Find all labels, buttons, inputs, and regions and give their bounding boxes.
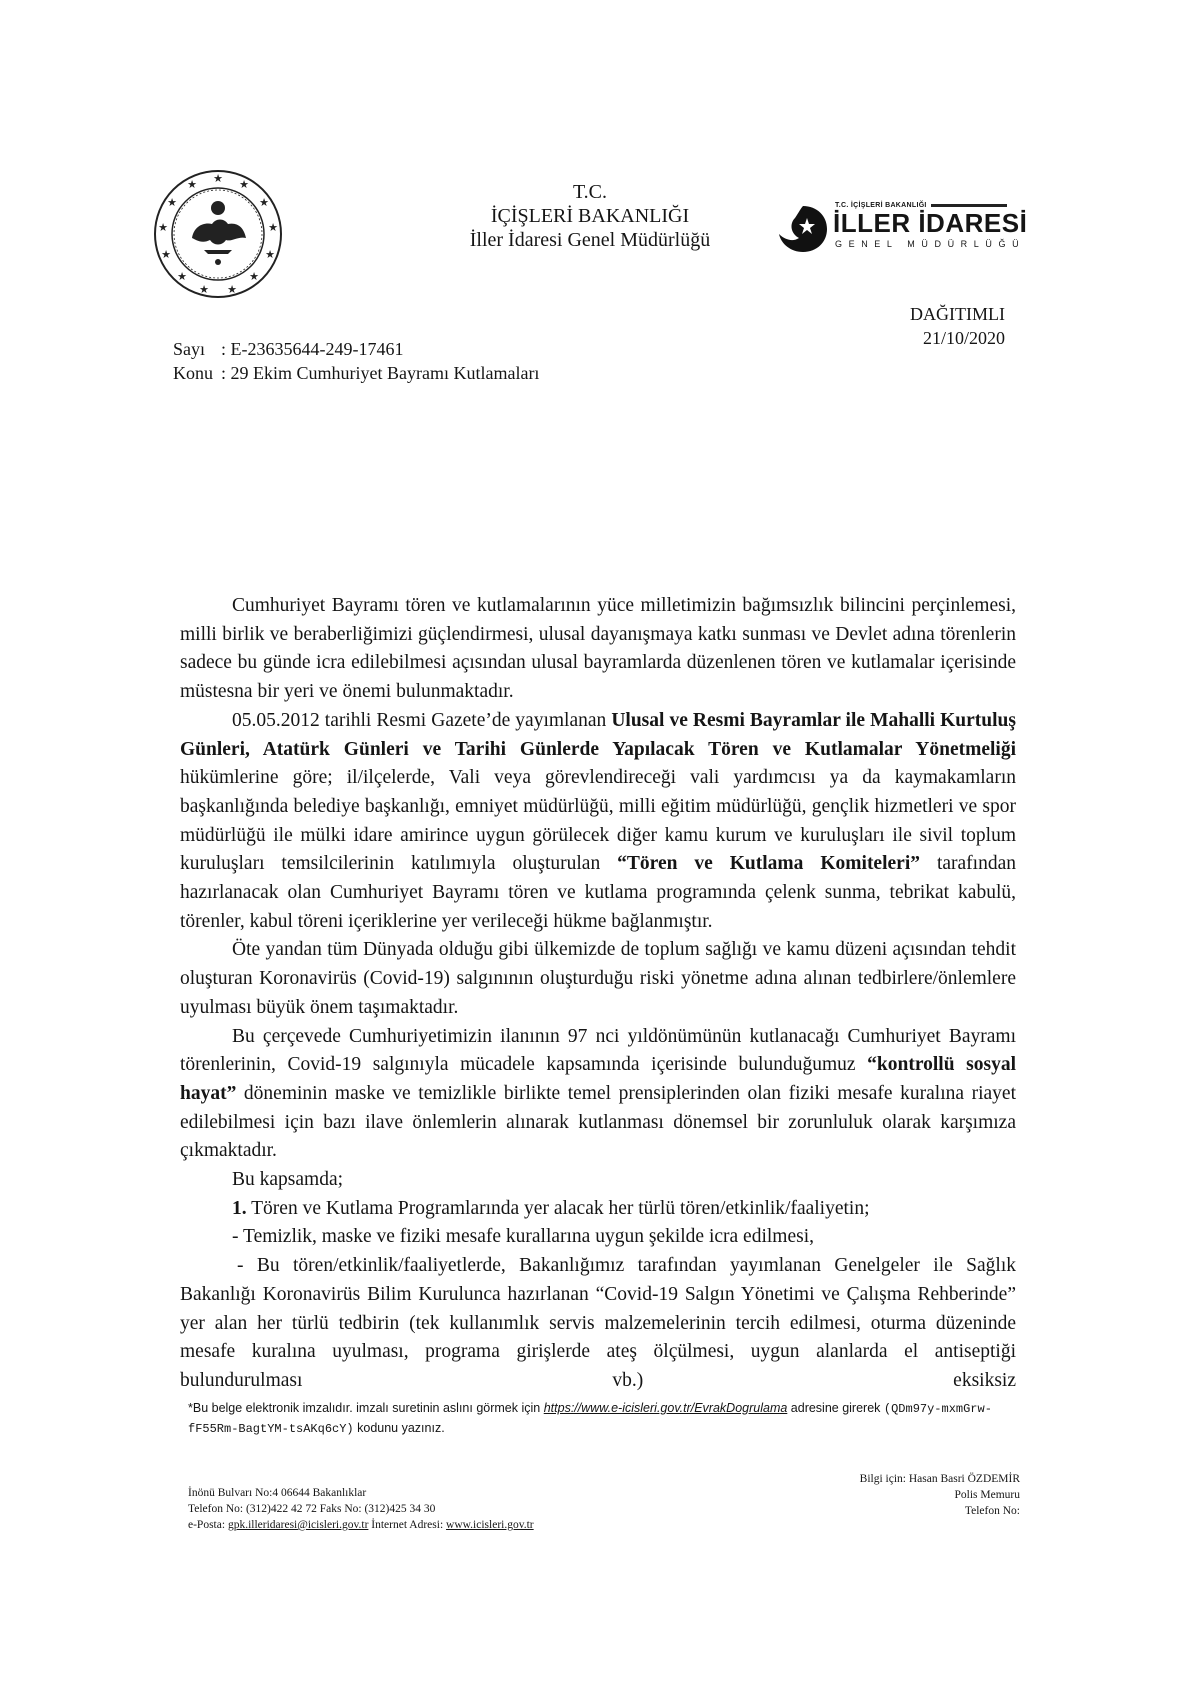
footer-phone: Telefon No: (312)422 42 72 Faks No: (312)425 34 30 <box>188 1503 436 1515</box>
verification-link[interactable]: https://www.e-icisleri.gov.tr/EvrakDogrulama <box>543 1401 788 1415</box>
body-paragraph-1: Cumhuriyet Bayramı tören ve kutlamalarının yüce milletimizin bağımsızlık bilincini perçinlemesi, milli birlik ve beraberliğimizi güçlendirmesi, ulusal dayanışmaya katkı sunması ve Devlet adına törenlerin sadece bu günde icra edilebilmesi açısından ulusal bayramlarda düzenlenen tören ve kutlamalar içerisinde müstesna bir yeri ve önemi bulunmaktadır. <box>180 595 1016 703</box>
footer-email[interactable]: gpk.illeridaresi@icisleri.gov.tr <box>227 1519 369 1531</box>
body-paragraph-5: Bu kapsamda; <box>232 1169 344 1191</box>
directorate-name: İller İdaresi Genel Müdürlüğü <box>469 229 711 251</box>
list-item-1: 1. Tören ve Kutlama Programlarında yer alacak her türlü tören/etkinlik/faaliyetin; <box>232 1197 870 1219</box>
body-paragraph-4: Bu çerçevede Cumhuriyetimizin ilanının 97 nci yıldönümünün kutlanacağı Cumhuriyet Bayramı törenlerinin, Covid-19 salgınıyla mücadele kapsamında içerisinde bulunduğumuz “kontrollü sosyal hayat” döneminin maske ve temizlikle birlikte temel prensiplerinden olan fiziki mesafe kuralına riayet edilebilmesi için bazı ilave önlemlerin alınarak kutlanması dönemsel bir zorunluluk olarak karşımıza çıkmaktadır. <box>180 1025 1016 1162</box>
sayi-label: Sayı <box>173 339 206 359</box>
distribution-label: DAĞITIMLI <box>910 304 1005 324</box>
konu-value: : 29 Ekim Cumhuriyet Bayramı Kutlamaları <box>221 363 540 383</box>
info-contact-phone: Telefon No: <box>964 1505 1020 1517</box>
sayi-line <box>173 337 539 361</box>
footer-email-line: e-Posta: gpk.illeridaresi@icisleri.gov.tr İnternet Adresi: www.icisleri.gov.tr <box>188 1519 534 1531</box>
committee-name: “Tören ve Kutlama Komiteleri” <box>617 853 920 875</box>
svg-text:★: ★ <box>158 221 168 234</box>
footer-contact <box>188 1485 534 1533</box>
sayi-value: : E-23635644-249-17461 <box>221 339 404 359</box>
controlled-social-life: “kontrollü sosyal hayat” <box>180 1054 1016 1104</box>
brand-name: İLLER İDARESİ <box>833 208 1028 238</box>
brand-subtitle: GENEL MÜDÜRLÜĞÜ <box>835 239 1026 249</box>
svg-text:★: ★ <box>161 248 171 261</box>
svg-text:★: ★ <box>199 283 209 296</box>
svg-text:★: ★ <box>265 248 275 261</box>
regulation-title: Ulusal ve Resmi Bayramlar ile Mahalli Kurtuluş Günleri, Atatürk Günleri ve Tarihi Günlerde Yapılacak Tören ve Kutlamalar Yönetmeliği <box>180 709 1016 760</box>
iller-idaresi-logo <box>777 200 1028 256</box>
svg-text:★: ★ <box>249 270 259 283</box>
list-item-dash-2: - Bu tören/etkinlik/faaliyetlerde, Bakanlığımız tarafından yayımlanan Genelgeler ile Sağlık Bakanlığı Koronavirüs Bilim Kurulunca hazırlanan “Covid-19 Salgın Yönetimi ve Çalışma Rehberinde” yer alan her türlü tedbirin (tek kullanımlık servis malzemelerinin tercih edilmesi, oturma düzeninde mesafe kuralına uyulması, programa girişlerde ateş ölçülmesi, uygun alanlarda el antiseptiği bulundurulması vb.) eksiksiz <box>180 1255 1016 1391</box>
footer-website[interactable]: www.icisleri.gov.tr <box>446 1519 534 1531</box>
document-date: 21/10/2020 <box>922 328 1005 348</box>
svg-text:★: ★ <box>177 270 187 283</box>
tc-line: T.C. <box>572 181 608 203</box>
letterhead-title <box>440 180 740 252</box>
svg-text:★: ★ <box>259 196 269 209</box>
reference-block <box>173 337 539 385</box>
svg-text:★: ★ <box>167 196 177 209</box>
svg-text:★: ★ <box>187 178 197 191</box>
verification-code: (QDm97y-mxmGrw-fF55Rm-BagtYM-tsAKq6cY) <box>188 1402 992 1436</box>
svg-text:★: ★ <box>213 172 223 185</box>
body-paragraph-3: Öte yandan tüm Dünyada olduğu gibi ülkemizde de toplum sağlığı ve kamu düzeni açısından tehdit oluşturan Koronavirüs (Covid-19) salgınının oluşturduğu riski yönetme adına alınan tedbirlere/önlemlere uyulması büyük önem taşımaktadır. <box>180 939 1016 1018</box>
konu-line <box>173 361 539 385</box>
brand-small-text: T.C. İÇİŞLERİ BAKANLIĞI <box>835 202 1007 209</box>
svg-text:★: ★ <box>227 283 237 296</box>
e-signature-note: *Bu belge elektronik imzalıdır. imzalı suretinin aslını görmek için https://www.e-icisleri.gov.tr/EvrakDogrulama adresine girerek (QDm97y-mxmGrw-fF55Rm-BagtYM-tsAKq6cY) kodunu yazınız. <box>188 1401 992 1436</box>
footer-info <box>820 1471 1020 1519</box>
svg-text:★: ★ <box>268 221 278 234</box>
letter-body <box>180 592 1016 1396</box>
ministry-seal-icon <box>152 168 284 300</box>
distribution-block <box>870 302 1005 350</box>
konu-label: Konu <box>173 363 213 383</box>
svg-text:★: ★ <box>239 178 249 191</box>
list-item-dash-1: - Temizlik, maske ve fiziki mesafe kurallarına uygun şekilde icra edilmesi, <box>232 1226 814 1248</box>
info-contact-title: Polis Memuru <box>954 1489 1020 1501</box>
iller-idaresi-emblem-icon <box>777 204 829 254</box>
footer-address: İnönü Bulvarı No:4 06644 Bakanlıklar <box>188 1487 367 1499</box>
body-paragraph-2: 05.05.2012 tarihli Resmi Gazete’de yayımlanan Ulusal ve Resmi Bayramlar ile Mahalli Kurtuluş Günleri, Atatürk Günleri ve Tarihi Günlerde Yapılacak Tören ve Kutlamalar Yönetmeliği hükümlerine göre; il/ilçelerde, Vali veya görevlendireceği vali yardımcısı ya da kaymakamların başkanlığında belediye başkanlığı, emniyet müdürlüğü, milli eğitim müdürlüğü, gençlik hizmetleri ve spor müdürlüğü ile mülki idare amirince uygun görülecek diğer kamu kurum ve kuruluşları ile sivil toplum kuruluşları temsilcilerinin katılımıyla oluşturulan “Tören ve Kutlama Komiteleri” tarafından hazırlanacak olan Cumhuriyet Bayramı tören ve kutlama programında çelenk sunma, tebrikat kabulü, törenler, kabul töreni içeriklerine yer verileceği hükme bağlanmıştır. <box>180 709 1016 932</box>
ministry-name: İÇİŞLERİ BAKANLIĞI <box>490 205 690 227</box>
info-contact-name: Bilgi için: Hasan Basri ÖZDEMİR <box>859 1473 1020 1485</box>
